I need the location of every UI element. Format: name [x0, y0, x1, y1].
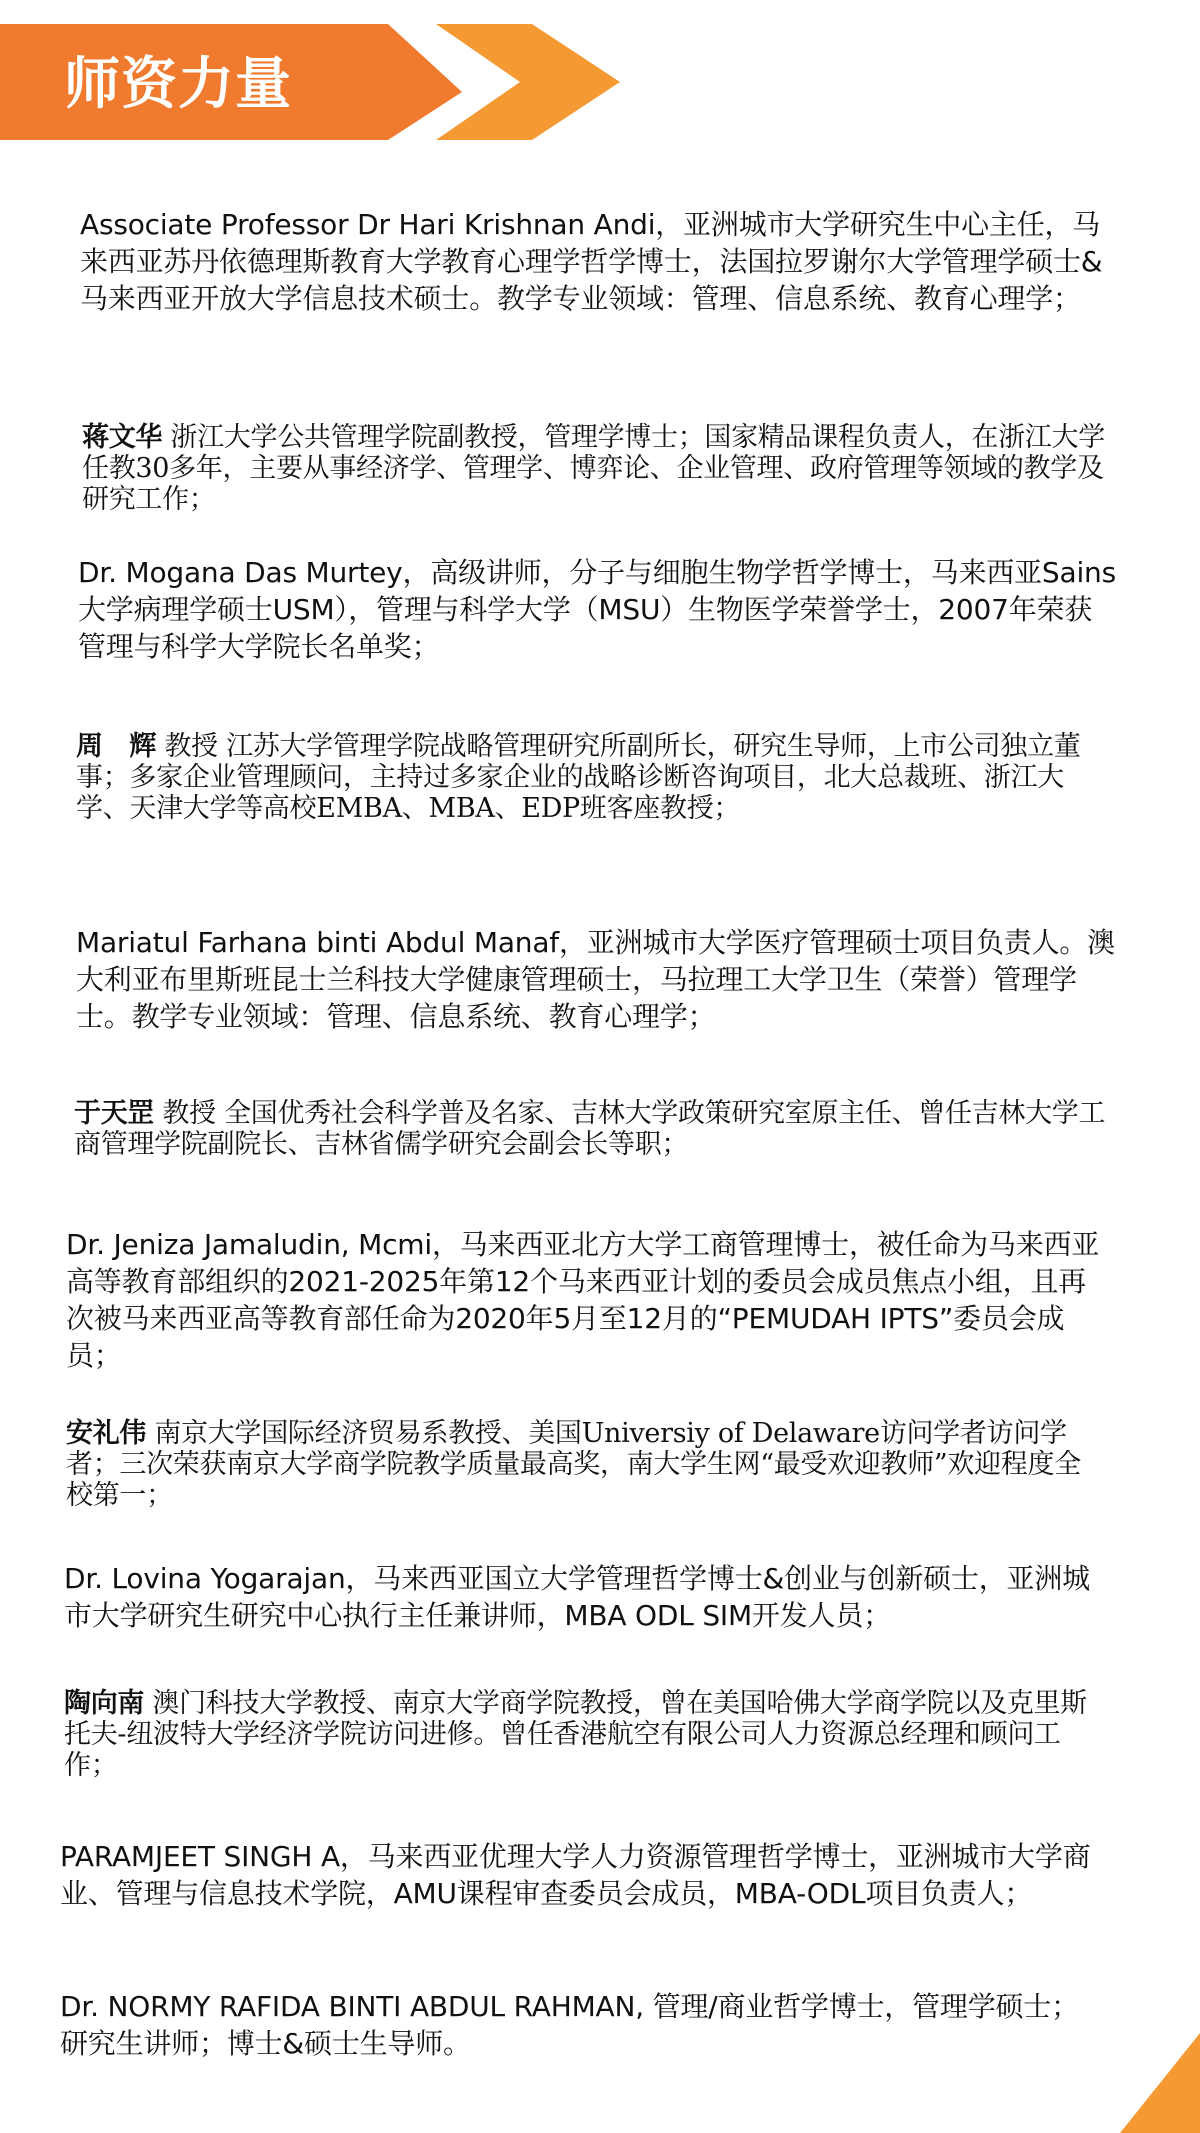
faculty-entry-11	[60, 1838, 1100, 1912]
faculty-name: 安礼伟	[66, 1418, 147, 1449]
faculty-entry-3	[78, 554, 1118, 665]
faculty-description: ，马来西亚北方大学工商管理博士，被任命为马来西亚高等教育部组织的2021-2025年第12个马来西亚计划的委员会成员焦点小组，且再次被马来西亚高等教育部任命为2020年5月至12月的“PEMUDAH IPTS”委员会成员；	[66, 1228, 1100, 1372]
faculty-description: 教授 江苏大学管理学院战略管理研究所副所长，研究生导师，上市公司独立董事；多家企业管理顾问，主持过多家企业的战略诊断咨询项目，北大总裁班、浙江大学、天津大学等高校EMBA、MBA、EDP班客座教授；	[76, 731, 1081, 824]
section-title: 师资力量	[64, 52, 292, 117]
faculty-description: 浙江大学公共管理学院副教授，管理学博士；国家精品课程负责人，在浙江大学任教30多年，主要从事经济学、管理学、博弈论、企业管理、政府管理等领域的教学及研究工作；	[82, 422, 1105, 515]
faculty-description: ，亚洲城市大学研究生中心主任，马来西亚苏丹依德理斯教育大学教育心理学哲学博士，法国拉罗谢尔大学管理学硕士&马来西亚开放大学信息技术硕士。教学专业领域：管理、信息系统、教育心理学；	[80, 208, 1103, 315]
faculty-entry-7	[66, 1226, 1106, 1374]
faculty-description: 澳门科技大学教授、南京大学商学院教授，曾在美国哈佛大学商学院以及克里斯托夫-纽波特大学经济学院访问进修。曾任香港航空有限公司人力资源总经理和顾问工作；	[64, 1688, 1087, 1781]
faculty-description: ，亚洲城市大学医疗管理硕士项目负责人。澳大利亚布里斯班昆士兰科技大学健康管理硕士，马拉理工大学卫生（荣誉）管理学士。教学专业领域：管理、信息系统、教育心理学；	[76, 926, 1115, 1033]
faculty-entry-12	[60, 1988, 1100, 2062]
faculty-entry-5	[76, 924, 1116, 1035]
faculty-description: ，马来西亚国立大学管理哲学博士&创业与创新硕士，亚洲城市大学研究生研究中心执行主任兼讲师，MBA ODL SIM开发人员；	[64, 1562, 1090, 1632]
faculty-name: 蒋文华	[82, 422, 163, 453]
faculty-name: 陶向南	[64, 1688, 145, 1719]
corner-triangle-shape	[1120, 2033, 1200, 2133]
faculty-name: PARAMJEET SINGH A	[60, 1840, 340, 1873]
faculty-name: Dr. Mogana Das Murtey	[78, 556, 403, 589]
faculty-name: Associate Professor Dr Hari Krishnan Andi	[80, 208, 656, 241]
faculty-entry-8	[66, 1418, 1106, 1511]
faculty-description: 管理/商业哲学博士，管理学硕士；研究生讲师；博士&硕士生导师。	[60, 1990, 1079, 2060]
corner-decoration	[1120, 2033, 1200, 2133]
faculty-description: ，高级讲师，分子与细胞生物学哲学博士，马来西亚Sains大学病理学硕士USM），管理与科学大学（MSU）生物医学荣誉学士，2007年荣获管理与科学大学院长名单奖；	[78, 556, 1116, 663]
section-header	[0, 0, 1200, 160]
faculty-name: 周 辉	[76, 731, 157, 762]
faculty-name: 于天罡	[74, 1098, 155, 1129]
faculty-entry-6	[74, 1098, 1114, 1160]
faculty-description: ，马来西亚优理大学人力资源管理哲学博士，亚洲城市大学商业、管理与信息技术学院，AMU课程审查委员会成员，MBA-ODL项目负责人；	[60, 1840, 1091, 1910]
faculty-entry-10	[64, 1688, 1104, 1781]
faculty-entry-9	[64, 1560, 1104, 1634]
faculty-name: Mariatul Farhana binti Abdul Manaf	[76, 926, 559, 959]
faculty-entry-4	[76, 731, 1116, 824]
header-chevron-shape	[436, 24, 620, 140]
faculty-description: 教授 全国优秀社会科学普及名家、吉林大学政策研究室原主任、曾任吉林大学工商管理学院副院长、吉林省儒学研究会副会长等职；	[74, 1098, 1106, 1160]
faculty-name: Dr. NORMY RAFIDA BINTI ABDUL RAHMAN,	[60, 1990, 644, 2023]
faculty-name: Dr. Jeniza Jamaludin, Mcmi	[66, 1228, 432, 1261]
faculty-entry-1	[80, 206, 1120, 317]
faculty-description: 南京大学国际经济贸易系教授、美国Universiy of Delaware访问学者访问学者；三次荣获南京大学商学院教学质量最高奖，南大学生网“最受欢迎教师”欢迎程度全校第一；	[66, 1418, 1081, 1511]
faculty-entry-2	[82, 422, 1122, 515]
faculty-name: Dr. Lovina Yogarajan	[64, 1562, 346, 1595]
